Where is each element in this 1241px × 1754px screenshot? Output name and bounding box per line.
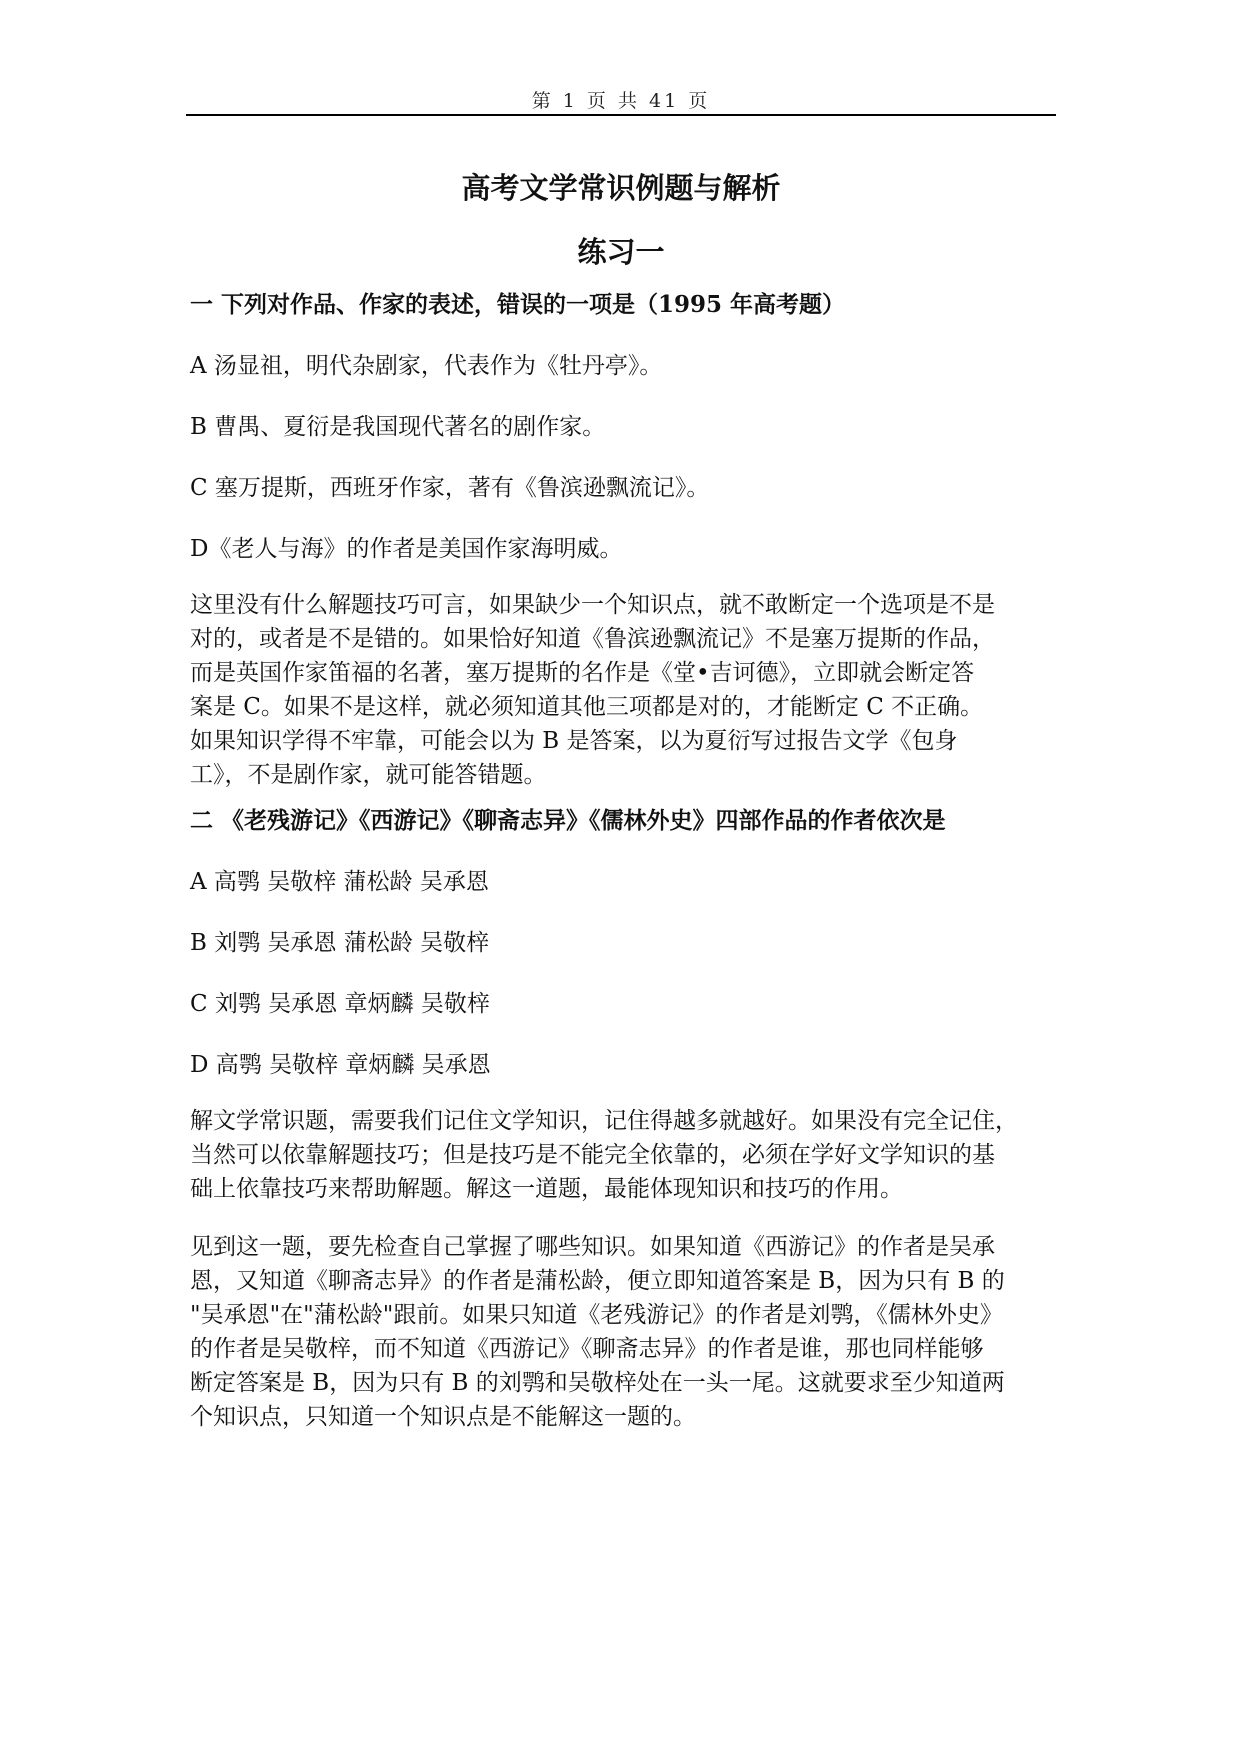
explanation-line: 这里没有什么解题技巧可言，如果缺少一个知识点，就不敢断定一个选项是不是 [190,592,995,618]
explanation-line: 见到这一题，要先检查自己掌握了哪些知识。如果知道《西游记》的作者是吴承 [190,1234,995,1260]
explanation-line: 个知识点，只知道一个知识点是不能解这一题的。 [190,1404,696,1430]
explanation-line: 的作者是吴敬梓，而不知道《西游记》《聊斋志异》的作者是谁，那也同样能够 [190,1336,984,1362]
explanation-line: 如果知识学得不牢靠，可能会以为 B 是答案，以为夏衍写过报告文学《包身 [190,728,958,754]
question-1-heading: 一 下列对作品、作家的表述，错误的一项是（1995 年高考题） [190,291,846,318]
question-2-option-a: A 高鹗 吴敬梓 蒲松龄 吴承恩 [190,869,489,895]
question-2-explanation-1 [190,1104,1070,1206]
question-2-option-b: B 刘鹗 吴承恩 蒲松龄 吴敬梓 [190,930,490,956]
explanation-line: 当然可以依靠解题技巧；但是技巧是不能完全依靠的，必须在学好文学知识的基 [190,1142,995,1168]
header-rule [186,114,1056,116]
question-2-heading: 二 《老残游记》《西游记》《聊斋志异》《儒林外史》四部作品的作者依次是 [190,807,946,834]
explanation-line: 案是 C。如果不是这样，就必须知道其他三项都是对的，才能断定 C 不正确。 [190,694,984,720]
question-2-explanation-2 [190,1230,1070,1434]
explanation-line: 对的，或者是不是错的。如果恰好知道《鲁滨逊飘流记》不是塞万提斯的作品， [190,626,995,652]
explanation-line: 恩，又知道《聊斋志异》的作者是蒲松龄，便立即知道答案是 B，因为只有 B 的 [190,1268,1005,1294]
explanation-line: 础上依靠技巧来帮助解题。解这一道题，最能体现知识和技巧的作用。 [190,1176,903,1202]
question-1-option-a: A 汤显祖，明代杂剧家，代表作为《牡丹亭》。 [190,353,663,379]
explanation-line: 而是英国作家笛福的名著，塞万提斯的名作是《堂•吉诃德》，立即就会断定答 [190,660,975,686]
explanation-line: "吴承恩"在"蒲松龄"跟前。如果只知道《老残游记》的作者是刘鹗，《儒林外史》 [190,1302,1003,1328]
question-2-option-d: D 高鹗 吴敬梓 章炳麟 吴承恩 [190,1052,491,1078]
exercise-title: 练习一 [577,235,665,269]
question-1-explanation [190,588,1070,792]
explanation-line: 解文学常识题，需要我们记住文学知识，记住得越多就越好。如果没有完全记住， [190,1108,1018,1134]
question-2-option-c: C 刘鹗 吴承恩 章炳麟 吴敬梓 [190,991,490,1017]
question-1-option-d: D《老人与海》的作者是美国作家海明威。 [190,536,623,562]
page-header: 第 1 页 共 41 页 [531,90,711,112]
explanation-line: 断定答案是 B，因为只有 B 的刘鹗和吴敬梓处在一头一尾。这就要求至少知道两 [190,1370,1005,1396]
explanation-line: 工》，不是剧作家，就可能答错题。 [190,762,547,788]
document-title: 高考文学常识例题与解析 [461,171,781,205]
question-1-option-c: C 塞万提斯，西班牙作家，著有《鲁滨逊飘流记》。 [190,475,710,501]
question-1-option-b: B 曹禺、夏衍是我国现代著名的剧作家。 [190,414,606,440]
